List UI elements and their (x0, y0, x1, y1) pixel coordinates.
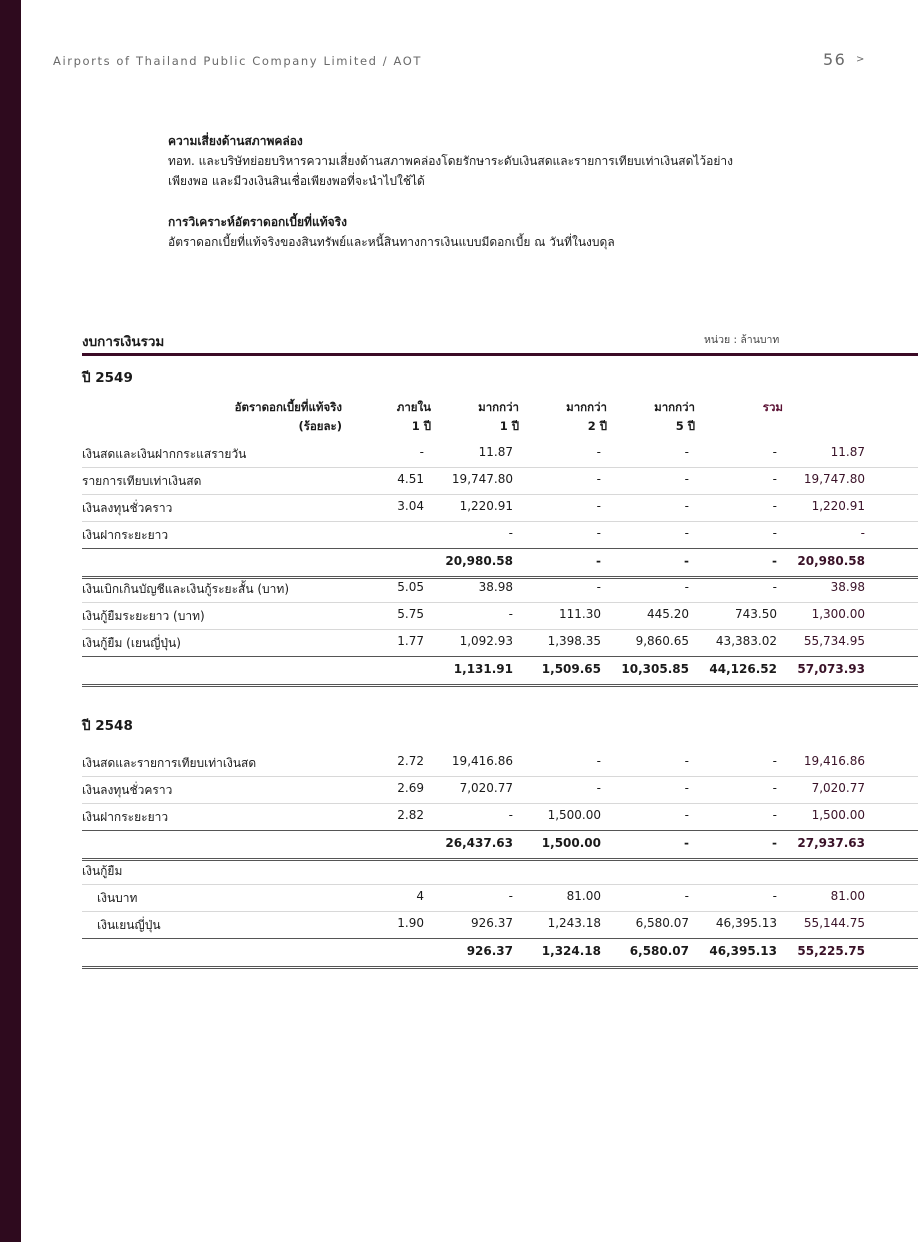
cell-gt1: 81.00 (566, 889, 601, 903)
next-page-arrow-icon[interactable]: > (856, 54, 865, 65)
cell-gt1: 1,324.18 (541, 944, 601, 958)
cell-gt5: - (772, 889, 777, 903)
cell-gt1: - (596, 472, 601, 486)
cell-total: 27,937.63 (797, 836, 865, 850)
cell-gt1: - (596, 580, 601, 594)
cell-within: - (508, 889, 513, 903)
cell-total: 57,073.93 (797, 662, 865, 676)
header-over-2y (536, 398, 607, 436)
cell-gt1: - (596, 499, 601, 513)
table-row (82, 857, 918, 885)
header-within-line-1: ภายใน (396, 400, 431, 414)
cell-gt1: - (596, 445, 601, 459)
cell-gt2: - (684, 445, 689, 459)
cell-gt5: - (772, 580, 777, 594)
header-company-name: Airports of Thailand Public Company Limited / AOT (53, 54, 423, 68)
cell-gt2: - (684, 472, 689, 486)
cell-rate: 4.51 (397, 472, 424, 486)
row-label: เงินบาท (97, 891, 138, 905)
interest-rate-heading: การวิเคราะห์อัตราดอกเบี้ยที่แท้จริง (168, 215, 347, 229)
row-label: เงินเยนญี่ปุ่น (97, 918, 161, 932)
cell-rate: 3.04 (397, 499, 424, 513)
year-2548-heading: ปี 2548 (82, 718, 133, 734)
cell-total: 11.87 (830, 445, 865, 459)
row-label: เงินสดและเงินฝากกระแสรายวัน (82, 447, 247, 461)
row-label: เงินฝากระยะยาว (82, 810, 169, 824)
cell-within: - (508, 607, 513, 621)
cell-total: 38.98 (830, 580, 865, 594)
cell-within: 7,020.77 (459, 781, 513, 795)
row-label: เงินฝากระยะยาว (82, 528, 169, 542)
cell-rate: 4 (416, 889, 424, 903)
cell-gt5: - (772, 499, 777, 513)
cell-rate: 1.90 (397, 916, 424, 930)
cell-gt5: - (772, 808, 777, 822)
page-number: 56 (823, 50, 847, 69)
cell-within: 19,416.86 (451, 754, 513, 768)
cell-gt2: 6,580.07 (635, 916, 689, 930)
cell-gt5: - (772, 554, 777, 568)
title-divider (82, 353, 918, 356)
row-label: เงินลงทุนชั่วคราว (82, 501, 173, 515)
cell-gt2: - (684, 526, 689, 540)
header-rate-line-1: อัตราดอกเบี้ยที่แท้จริง (234, 400, 342, 414)
cell-rate: - (419, 445, 424, 459)
table-row (82, 575, 918, 603)
cell-rate: 5.05 (397, 580, 424, 594)
cell-rate: 2.82 (397, 808, 424, 822)
cell-gt1: 1,509.65 (541, 662, 601, 676)
header-over-2y-line-2: 2 ปี (587, 419, 607, 433)
cell-within: 38.98 (478, 580, 513, 594)
cell-gt1: - (596, 554, 601, 568)
row-label: รายการเทียบเท่าเงินสด (82, 474, 202, 488)
cell-total: 1,300.00 (811, 607, 865, 621)
cell-total: 1,500.00 (811, 808, 865, 822)
cell-within: - (508, 526, 513, 540)
cell-gt1: - (596, 526, 601, 540)
cell-rate: 1.77 (397, 634, 424, 648)
cell-gt1: 1,500.00 (541, 836, 601, 850)
table-row (82, 938, 918, 969)
table-row (82, 629, 918, 657)
liquidity-risk-line-2: เพียงพอ และมีวงเงินสินเชื่อเพียงพอที่จะนำไปใช้ได้ (168, 174, 425, 188)
table-row (82, 803, 918, 831)
liquidity-risk-line-1: ทอท. และบริษัทย่อยบริหารความเสี่ยงด้านสภาพคล่องโดยรักษาระดับเงินสดและรายการเทียบเท่าเงินสดไว้อย่าง (168, 154, 734, 168)
cell-gt2: - (684, 781, 689, 795)
cell-gt5: - (772, 526, 777, 540)
header-over-5y (624, 398, 695, 436)
cell-total: 1,220.91 (811, 499, 865, 513)
cell-within: 926.37 (471, 916, 513, 930)
cell-gt5: 43,383.02 (715, 634, 777, 648)
header-rate (180, 398, 342, 436)
table-row (82, 911, 918, 939)
cell-total: 55,734.95 (803, 634, 865, 648)
cell-gt5: 44,126.52 (709, 662, 777, 676)
cell-gt5: 46,395.13 (715, 916, 777, 930)
cell-within: 20,980.58 (445, 554, 513, 568)
cell-within: 11.87 (478, 445, 513, 459)
header-over-1y-line-1: มากกว่า (478, 400, 519, 414)
header-over-1y (448, 398, 519, 436)
cell-total: 81.00 (830, 889, 865, 903)
cell-gt2: - (684, 554, 689, 568)
cell-within: 1,131.91 (453, 662, 513, 676)
cell-within: 19,747.80 (451, 472, 513, 486)
year-2549-heading: ปี 2549 (82, 370, 133, 386)
row-label: เงินสดและรายการเทียบเท่าเงินสด (82, 756, 257, 770)
cell-gt1: 1,243.18 (547, 916, 601, 930)
table-row (82, 884, 918, 912)
cell-within: 1,220.91 (459, 499, 513, 513)
table-row (82, 749, 918, 777)
cell-within: 26,437.63 (445, 836, 513, 850)
cell-total: 55,225.75 (797, 944, 865, 958)
cell-gt5: 46,395.13 (709, 944, 777, 958)
table-row (82, 494, 918, 522)
cell-within: - (508, 808, 513, 822)
cell-rate: 2.72 (397, 754, 424, 768)
cell-gt1: 1,500.00 (547, 808, 601, 822)
table-title: งบการเงินรวม (82, 334, 165, 350)
table-row (82, 440, 918, 468)
cell-gt2: 9,860.65 (635, 634, 689, 648)
header-over-5y-line-2: 5 ปี (675, 419, 695, 433)
row-label: เงินกู้ยืมระยะยาว (บาท) (82, 609, 205, 623)
liquidity-risk-section (168, 131, 733, 191)
row-label: เงินเบิกเกินบัญชีและเงินกู้ระยะสั้น (บาท) (82, 582, 290, 596)
cell-gt2: - (684, 499, 689, 513)
cell-gt5: 743.50 (735, 607, 777, 621)
table-row (82, 776, 918, 804)
table-row (82, 521, 918, 549)
header-over-2y-line-1: มากกว่า (566, 400, 607, 414)
cell-total: 55,144.75 (803, 916, 865, 930)
cell-gt1: - (596, 754, 601, 768)
left-accent-bar (0, 0, 21, 1242)
cell-gt5: - (772, 836, 777, 850)
cell-total: 19,747.80 (803, 472, 865, 486)
cell-total: 20,980.58 (797, 554, 865, 568)
header-over-5y-line-1: มากกว่า (654, 400, 695, 414)
table-row (82, 656, 918, 687)
row-label: เงินกู้ยืม (เยนญี่ปุ่น) (82, 636, 181, 650)
cell-gt2: - (684, 889, 689, 903)
cell-gt1: 1,398.35 (547, 634, 601, 648)
cell-gt2: 445.20 (647, 607, 689, 621)
row-label: เงินกู้ยืม (82, 864, 123, 878)
table-row (82, 602, 918, 630)
cell-gt1: 111.30 (559, 607, 601, 621)
cell-total: 19,416.86 (803, 754, 865, 768)
row-label: เงินลงทุนชั่วคราว (82, 783, 173, 797)
cell-gt5: - (772, 472, 777, 486)
cell-gt5: - (772, 754, 777, 768)
header-within-line-2: 1 ปี (411, 419, 431, 433)
cell-gt5: - (772, 445, 777, 459)
cell-gt2: 6,580.07 (629, 944, 689, 958)
cell-rate: 2.69 (397, 781, 424, 795)
cell-gt2: - (684, 808, 689, 822)
cell-within: 1,092.93 (459, 634, 513, 648)
cell-total: 7,020.77 (811, 781, 865, 795)
liquidity-risk-heading: ความเสี่ยงด้านสภาพคล่อง (168, 134, 303, 148)
cell-gt2: - (684, 754, 689, 768)
header-within-1y (360, 398, 431, 436)
header-total: รวม (762, 400, 783, 414)
header-over-1y-line-2: 1 ปี (499, 419, 519, 433)
cell-gt5: - (772, 781, 777, 795)
interest-rate-section (168, 212, 615, 252)
cell-within: 926.37 (466, 944, 513, 958)
cell-rate: 5.75 (397, 607, 424, 621)
header-rate-line-2: (ร้อยละ) (298, 419, 342, 433)
interest-rate-line-1: อัตราดอกเบี้ยที่แท้จริงของสินทรัพย์และหนี้สินทางการเงินแบบมีดอกเบี้ย ณ วันที่ในงบดุล (168, 235, 615, 249)
table-row (82, 467, 918, 495)
cell-gt2: - (684, 836, 689, 850)
cell-total: - (860, 526, 865, 540)
cell-gt1: - (596, 781, 601, 795)
cell-gt2: - (684, 580, 689, 594)
table-unit: หน่วย : ล้านบาท (704, 334, 780, 346)
cell-gt2: 10,305.85 (621, 662, 689, 676)
